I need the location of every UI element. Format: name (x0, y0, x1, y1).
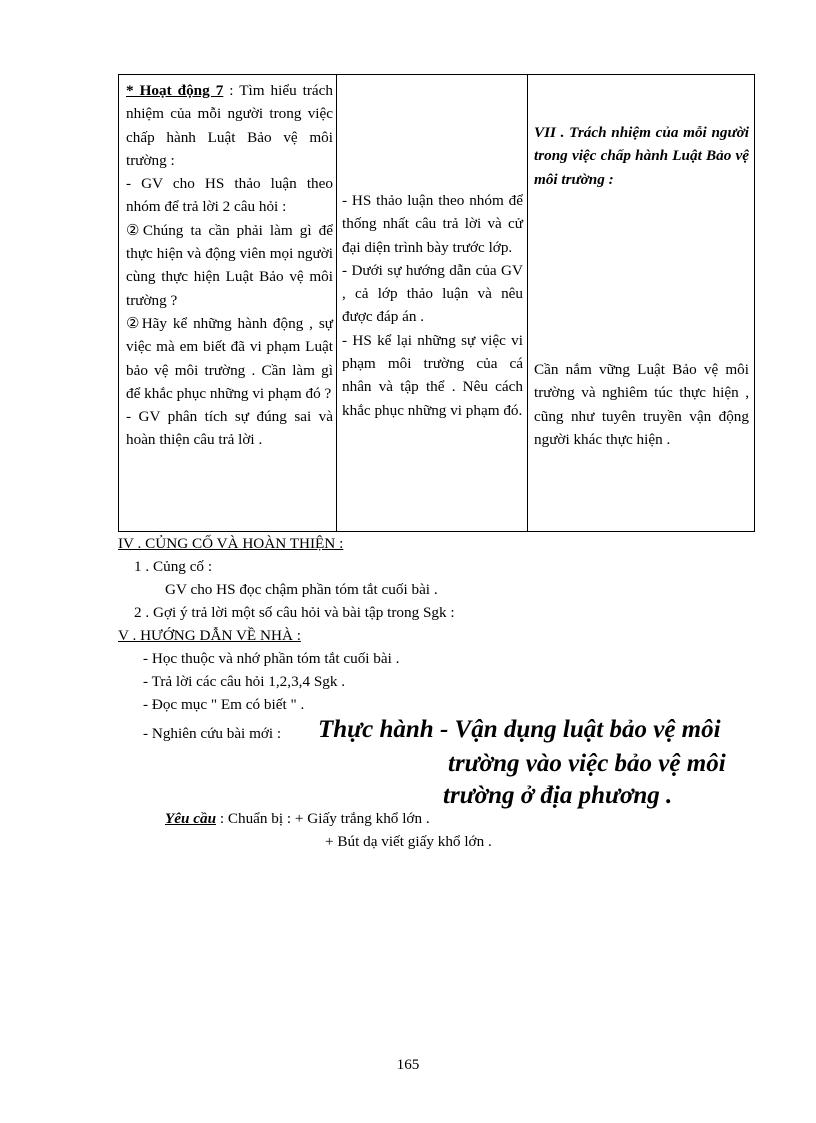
activity-heading-rest: : Tìm hiểu trách nhiệm của mỗi người trong việc chấp hành Luật Bảo vệ môi trường : (126, 82, 333, 169)
activity-table (118, 74, 755, 532)
homework-item-3: - Đọc mục " Em có biết " . (143, 696, 305, 713)
homework-item-2: - Trả lời các câu hỏi 1,2,3,4 Sgk . (143, 673, 346, 690)
section-4-title: IV . CỦNG CỐ VÀ HOÀN THIỆN : (118, 535, 344, 552)
new-lesson-title-line-3: trường ở địa phương . (443, 782, 673, 809)
new-lesson-title-line-1: Thực hành - Vận dụng luật bảo vệ môi (318, 716, 721, 743)
homework-item-1: - Học thuộc và nhớ phần tóm tắt cuối bài . (143, 650, 400, 667)
content-heading: VII . Trách nhiệm của mỗi người trong việc chấp hành Luật Bảo vệ môi trường : (534, 124, 749, 188)
teacher-activity-body: - GV cho HS thảo luận theo nhóm để trả lời 2 câu hỏi : ②Chúng ta cần phải làm gì để thực hiện và động viên mọi người cùng thực hiện Luật Bảo vệ môi trường ? ②Hãy kể những hành động , sự việc mà em biết đã vi phạm Luật bảo vệ môi trường . Cần làm gì để khắc phục những vi phạm đó ? - GV phân tích sự đúng sai và hoàn thiện câu trả lời . (126, 175, 333, 449)
requirement-line (165, 810, 430, 828)
content-text: Cần nắm vững Luật Bảo vệ môi trường và nghiêm túc thực hiện , cũng như tuyên truyền vận động người khác thực hiện . (534, 361, 749, 448)
section-4-item-1-detail: GV cho HS đọc chậm phần tóm tắt cuối bài . (165, 581, 438, 598)
requirement-text: : Chuẩn bị : + Giấy trắng khổ lớn . (216, 810, 430, 827)
page-number: 165 (396, 1056, 420, 1073)
teacher-activity-column (119, 75, 337, 531)
requirement-label: Yêu cầu (165, 810, 217, 827)
content-column (528, 75, 754, 531)
requirement-line-2: + Bút dạ viết giấy khổ lớn . (325, 833, 492, 850)
activity-heading: * Hoạt động 7 (126, 82, 224, 99)
student-activity-column (337, 75, 528, 531)
research-prefix: - Nghiên cứu bài mới : (143, 725, 282, 742)
teacher-activity-text (126, 79, 333, 452)
section-4-item-2: 2 . Gợi ý trả lời một số câu hỏi và bài tập trong Sgk : (134, 604, 455, 621)
new-lesson-title-line-2: trường vào việc bảo vệ môi (448, 750, 726, 777)
section-4-item-1: 1 . Củng cố : (134, 558, 213, 575)
section-5-title: V . HƯỚNG DẪN VỀ NHÀ : (118, 627, 301, 644)
student-activity-text: - HS thảo luận theo nhóm để thống nhất câu trả lời và cử đại diện trình bày trước lớp. - Dưới sự hướng dẫn của GV , cả lớp thảo luận và nêu được đáp án . - HS kể lại những sự việc vi phạm môi trường của cá nhân và tập thể . Nêu cách khắc phục những vi phạm đó. (342, 192, 523, 419)
